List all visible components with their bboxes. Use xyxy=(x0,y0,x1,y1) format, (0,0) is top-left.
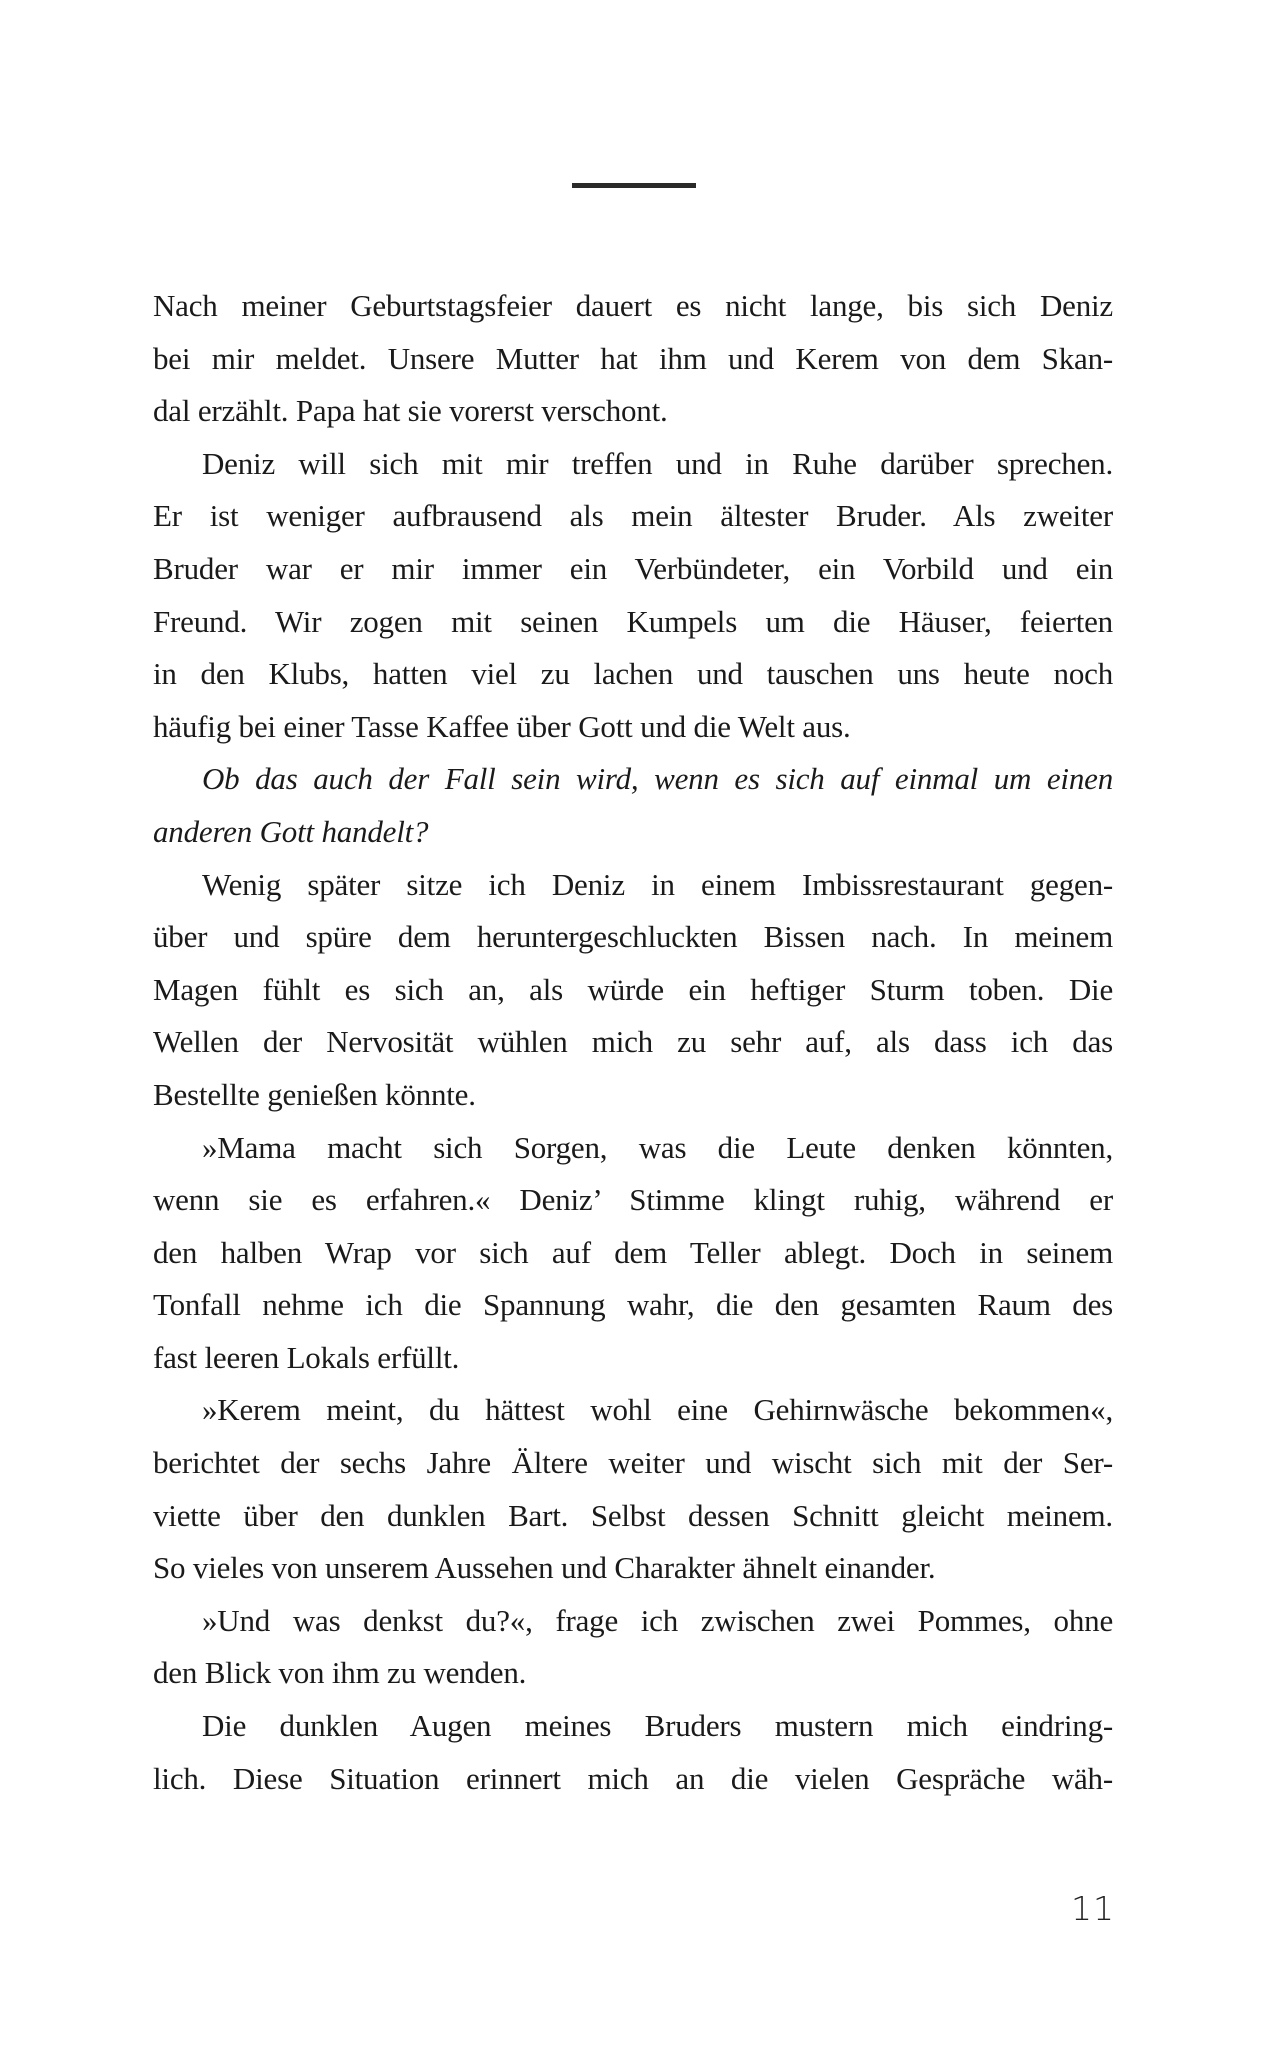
text-line: Bruder war er mir immer ein Verbündeter, ein Vorbild und ein xyxy=(153,550,1113,586)
text-line: Freund. Wir zogen mit seinen Kumpels um die Häuser, feierten xyxy=(153,603,1113,639)
text-line: wenn sie es erfahren.« Deniz’ Stimme klingt ruhig, während er xyxy=(153,1182,1113,1218)
page-number: 11 xyxy=(1071,1889,1115,1928)
paragraph xyxy=(153,438,1113,754)
text-line: berichtet der sechs Jahre Ältere weiter und wischt sich mit der Ser- xyxy=(153,1445,1113,1481)
text-line: Deniz will sich mit mir treffen und in Ruhe darüber sprechen. xyxy=(202,445,1113,481)
text-line: »Mama macht sich Sorgen, was die Leute denken könnten, xyxy=(202,1129,1113,1165)
body-text xyxy=(153,280,1113,1805)
paragraph xyxy=(153,1384,1113,1594)
paragraph xyxy=(153,1595,1113,1700)
text-line: Er ist weniger aufbrausend als mein ältester Bruder. Als zweiter xyxy=(153,498,1113,534)
text-line: häufig bei einer Tasse Kaffee über Gott und die Welt aus. xyxy=(153,708,851,744)
text-line: Magen fühlt es sich an, als würde ein heftiger Sturm toben. Die xyxy=(153,971,1113,1007)
text-line: »Und was denkst du?«, frage ich zwischen zwei Pommes, ohne xyxy=(202,1602,1113,1638)
text-line: Nach meiner Geburtstagsfeier dauert es nicht lange, bis sich Deniz xyxy=(153,288,1113,323)
text-line: anderen Gott handelt? xyxy=(153,813,429,849)
paragraph xyxy=(153,280,1113,438)
text-line: den Blick von ihm zu wenden. xyxy=(153,1655,527,1691)
text-line: lich. Diese Situation erinnert mich an die vielen Gespräche wäh- xyxy=(153,1760,1113,1796)
text-line: Ob das auch der Fall sein wird, wenn es sich auf einmal um einen xyxy=(202,761,1113,797)
paragraph xyxy=(153,859,1113,1122)
text-line: Tonfall nehme ich die Spannung wahr, die den gesamten Raum des xyxy=(153,1287,1113,1323)
text-line: Wenig später sitze ich Deniz in einem Imbissrestaurant gegen- xyxy=(202,866,1113,902)
paragraph xyxy=(153,1122,1113,1385)
text-line: viette über den dunklen Bart. Selbst dessen Schnitt gleicht meinem. xyxy=(153,1497,1113,1533)
paragraph xyxy=(153,1700,1113,1805)
text-line: Wellen der Nervosität wühlen mich zu sehr auf, als dass ich das xyxy=(153,1024,1113,1060)
section-divider-rule xyxy=(572,183,696,188)
text-line: Bestellte genießen könnte. xyxy=(153,1076,476,1112)
text-line: den halben Wrap vor sich auf dem Teller ablegt. Doch in seinem xyxy=(153,1234,1113,1270)
text-line: fast leeren Lokals erfüllt. xyxy=(153,1339,460,1375)
text-line: über und spüre dem heruntergeschluckten Bissen nach. In meinem xyxy=(153,919,1113,955)
text-line: dal erzählt. Papa hat sie vorerst verschont. xyxy=(153,393,668,429)
text-line: bei mir meldet. Unsere Mutter hat ihm und Kerem von dem Skan- xyxy=(153,340,1113,376)
text-line: Die dunklen Augen meines Bruders mustern mich eindring- xyxy=(202,1708,1113,1744)
text-line: »Kerem meint, du hättest wohl eine Gehirnwäsche bekommen«, xyxy=(202,1392,1113,1428)
text-line: So vieles von unserem Aussehen und Charakter ähnelt einander. xyxy=(153,1550,936,1586)
italic-paragraph xyxy=(153,753,1113,858)
text-line: in den Klubs, hatten viel zu lachen und tauschen uns heute noch xyxy=(153,656,1113,692)
